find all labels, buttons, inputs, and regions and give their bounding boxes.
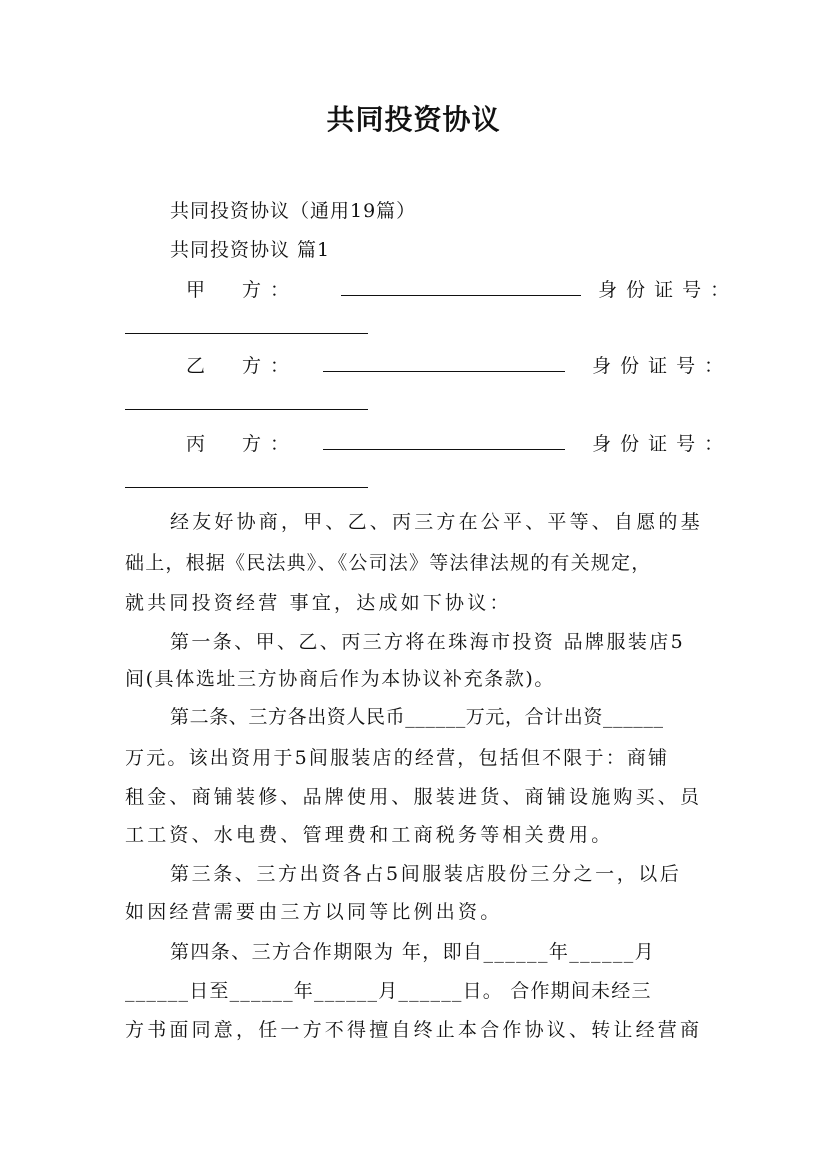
body-line: 经友好协商，甲、乙、丙三方在公平、平等、自愿的基 xyxy=(170,511,703,533)
party-c-id-label: 身份证号： xyxy=(592,433,733,455)
party-b-row xyxy=(186,351,732,381)
body-line: ______日至______年______月______日。 合作期间未经三 xyxy=(125,980,652,1002)
body-line: 工工资、水电费、管理费和工商税务等相关费用。 xyxy=(125,824,614,846)
party-b-id-blank xyxy=(125,389,368,410)
party-a-id-label: 身份证号： xyxy=(598,279,739,301)
party-a-id-blank xyxy=(125,313,368,334)
party-b-name-blank xyxy=(323,351,565,372)
party-c-row xyxy=(186,429,732,459)
section-heading: 共同投资协议 篇1 xyxy=(170,239,331,261)
body-line: 第四条、三方合作期限为 年，即自______年______月 xyxy=(170,941,656,963)
document-subtitle: 共同投资协议（通用19篇） xyxy=(170,200,417,222)
party-a-name-blank xyxy=(341,275,581,296)
party-a-label: 甲 方： xyxy=(186,279,299,301)
body-line: 间(具体选址三方协商后作为本协议补充条款)。 xyxy=(125,668,556,690)
body-line: 方书面同意，任一方不得擅自终止本合作协议、转让经营商 xyxy=(125,1019,703,1041)
body-line: 第一条、甲、乙、丙三方将在珠海市投资 品牌服装店5 xyxy=(170,631,686,653)
body-line: 第三条、三方出资各占5间服装店股份三分之一，以后 xyxy=(170,863,682,885)
party-b-id-row xyxy=(125,389,368,419)
party-b-id-label: 身份证号： xyxy=(592,355,733,377)
body-line: 如因经营需要由三方以同等比例出资。 xyxy=(125,901,503,923)
body-line: 就共同投资经营 事宜，达成如下协议： xyxy=(125,592,512,614)
party-b-label: 乙 方： xyxy=(186,355,299,377)
party-c-id-blank xyxy=(125,467,368,488)
party-c-name-blank xyxy=(323,429,565,450)
party-a-id-row xyxy=(125,313,368,343)
body-line: 租金、商铺装修、品牌使用、服装进货、商铺设施购买、员 xyxy=(125,786,703,808)
body-line: 第二条、三方各出资人民币______万元，合计出资______ xyxy=(170,706,664,728)
party-c-label: 丙 方： xyxy=(186,433,299,455)
party-a-row xyxy=(186,275,738,305)
body-line: 万元。该出资用于5间服装店的经营，包括但不限于：商铺 xyxy=(125,747,670,769)
document-title: 共同投资协议 xyxy=(326,103,501,136)
party-c-id-row xyxy=(125,467,368,497)
body-line: 础上，根据《民法典》、《公司法》等法律法规的有关规定， xyxy=(125,552,652,574)
